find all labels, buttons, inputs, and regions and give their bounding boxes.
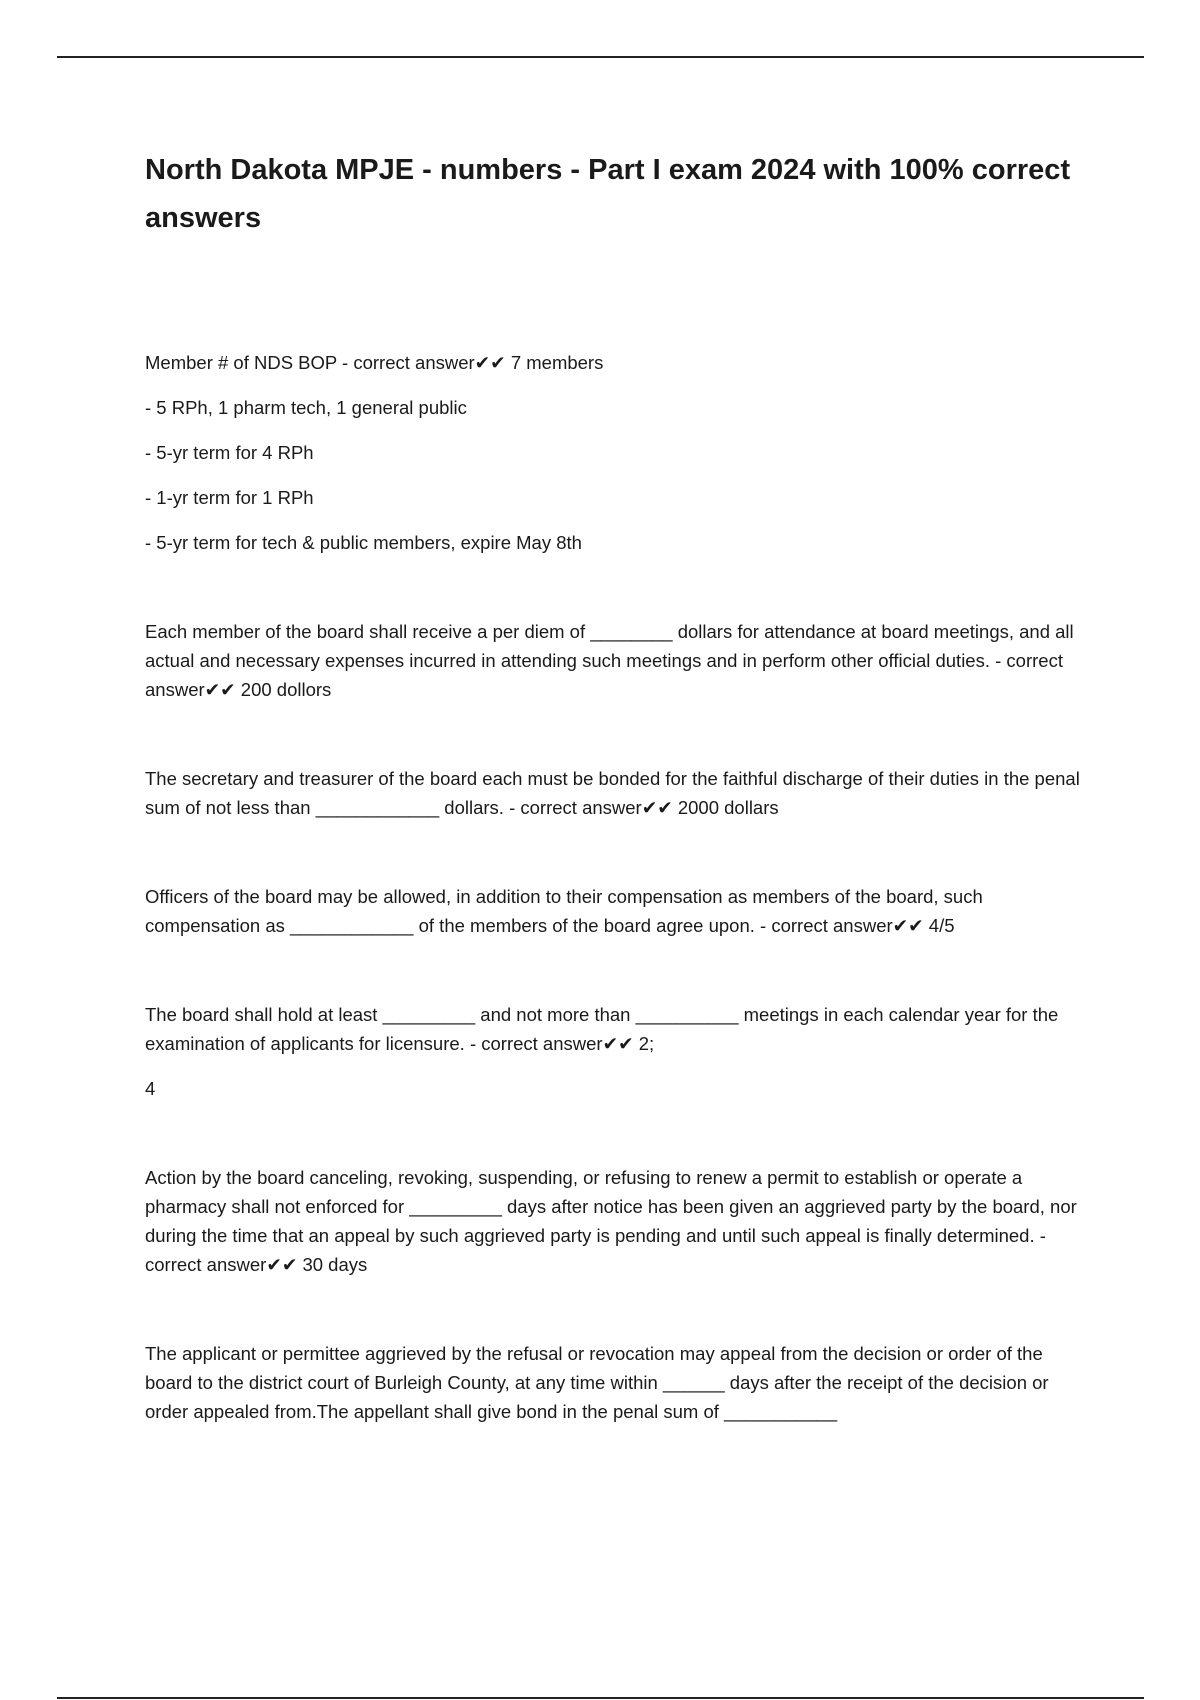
qa-item-bond-sum [145, 764, 1085, 822]
qa-item-per-diem [145, 617, 1085, 704]
qa-text: Each member of the board shall receive a per diem of ________ dollars for attendance at board meetings, and all actual and necessary expenses incurred in attending such meetings and in perform other official duties. - correct answer✔✔ 200 dollors [145, 621, 1074, 700]
qa-answer-continuation: 4 [145, 1078, 156, 1099]
qa-detail-line: - 5-yr term for 4 RPh [145, 442, 314, 463]
qa-text: Action by the board canceling, revoking, suspending, or refusing to renew a permit to establish or operate a pharmacy shall not enforced for _________ days after notice has been given an aggrieved party by the board, nor during the time that an appeal by such aggrieved party is pending and until such appeal is finally determined. - correct answer✔✔ 30 days [145, 1167, 1077, 1275]
qa-text: Officers of the board may be allowed, in addition to their compensation as members of the board, such compensation as ____________ of the members of the board agree upon. - correct answer✔✔ 4/5 [145, 886, 983, 936]
qa-list [145, 348, 1085, 1426]
qa-item-board-members [145, 348, 1085, 557]
qa-item-officer-compensation [145, 882, 1085, 940]
qa-text: The secretary and treasurer of the board each must be bonded for the faithful discharge of their duties in the penal sum of not less than ____________ dollars. - correct answer✔✔ 2000 dollars [145, 768, 1080, 818]
qa-detail-line: - 1-yr term for 1 RPh [145, 487, 314, 508]
qa-text: Member # of NDS BOP - correct answer✔✔ 7 members [145, 352, 604, 373]
qa-item-permit-action [145, 1163, 1085, 1279]
document-title: North Dakota MPJE - numbers - Part I exam 2024 with 100% correct answers [145, 154, 1071, 234]
document-body [145, 146, 1085, 1426]
qa-text: The applicant or permittee aggrieved by the refusal or revocation may appeal from the decision or order of the board to the district court of Burleigh County, at any time within ______ days after the receipt of the decision or order appealed from.The appellant shall give bond in the penal sum of ___________ [145, 1343, 1049, 1422]
qa-text: The board shall hold at least _________ and not more than __________ meetings in each calendar year for the examination of applicants for licensure. - correct answer✔✔ 2; [145, 1004, 1059, 1054]
header-rule [57, 56, 1144, 58]
qa-item-meetings [145, 1000, 1085, 1103]
qa-detail-line: - 5-yr term for tech & public members, expire May 8th [145, 532, 582, 553]
footer-rule [57, 1697, 1144, 1699]
qa-detail-line: - 5 RPh, 1 pharm tech, 1 general public [145, 397, 467, 418]
qa-item-appeal [145, 1339, 1085, 1426]
